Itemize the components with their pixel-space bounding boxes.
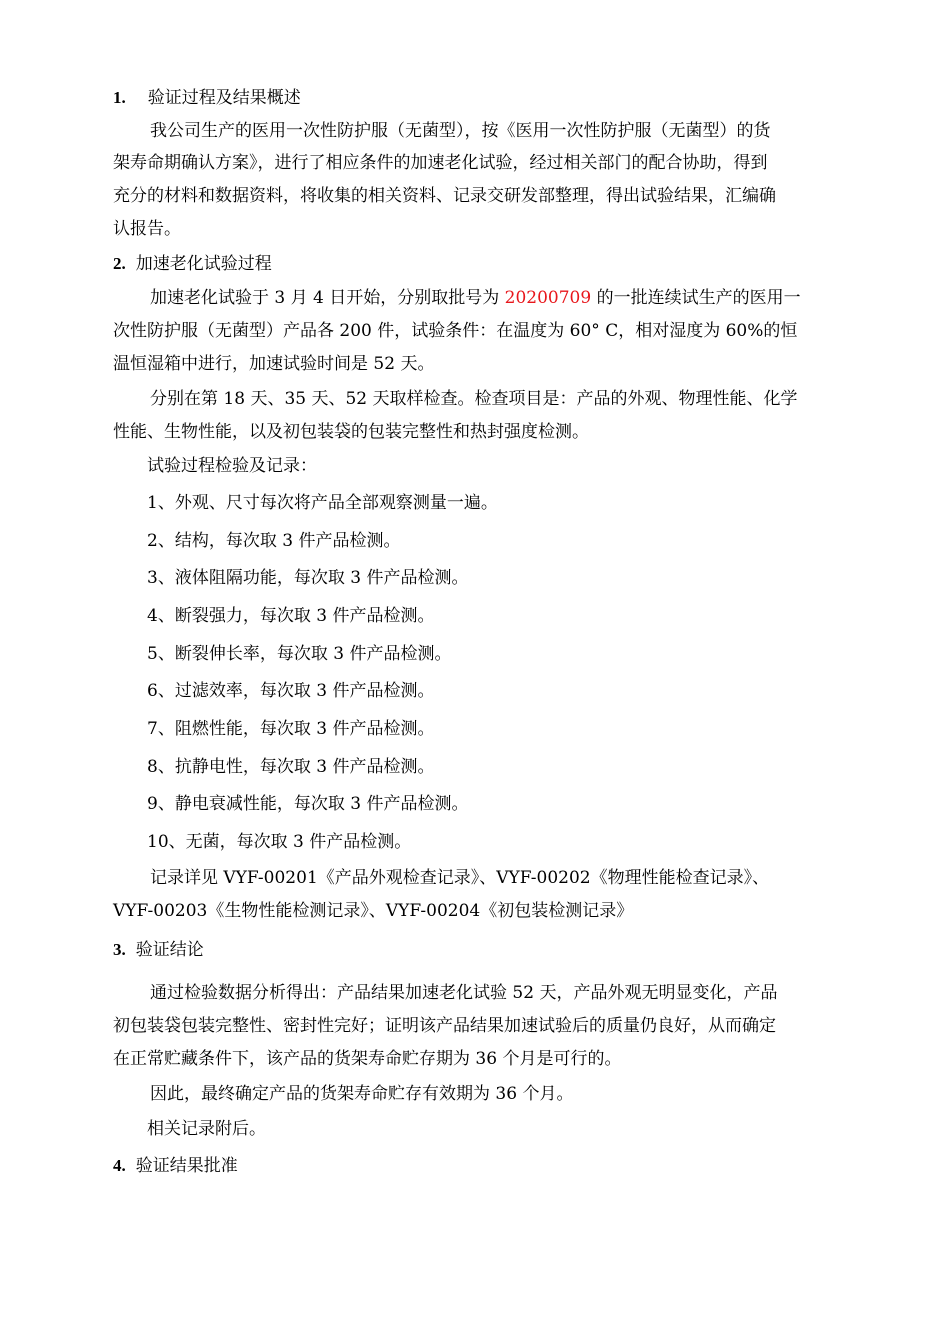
section-3-para-1-line-2: 初包装袋包装完整性、密封性完好；证明该产品结果加速试验后的质量仍良好，从而确定 bbox=[113, 1016, 776, 1036]
section-3-para-2: 因此，最终确定产品的货架寿命贮存有效期为 36 个月。 bbox=[150, 1084, 574, 1104]
list-item: 6、过滤效率，每次取 3 件产品检测。 bbox=[147, 681, 435, 701]
section-2-title: 加速老化试验过程 bbox=[135, 254, 272, 274]
section-1-line-4: 认报告。 bbox=[113, 219, 181, 239]
section-3-title: 验证结论 bbox=[135, 940, 204, 960]
section-1-heading bbox=[113, 86, 301, 110]
list-item: 5、断裂伸长率，每次取 3 件产品检测。 bbox=[147, 644, 452, 664]
section-1-title: 验证过程及结果概述 bbox=[147, 88, 301, 108]
list-item: 9、静电衰减性能，每次取 3 件产品检测。 bbox=[147, 794, 469, 814]
section-3-para-3: 相关记录附后。 bbox=[147, 1119, 266, 1139]
section-2-para-1-line-2: 次性防护服（无菌型）产品各 200 件，试验条件：在温度为 60° C，相对湿度为 60%的恒 bbox=[113, 321, 798, 341]
list-item: 2、结构，每次取 3 件产品检测。 bbox=[147, 531, 401, 551]
section-2-number: 2. bbox=[113, 254, 126, 273]
list-item: 10、无菌，每次取 3 件产品检测。 bbox=[147, 832, 412, 852]
records-title: 试验过程检验及记录： bbox=[147, 456, 317, 476]
section-2-para-1-line-3: 温恒湿箱中进行，加速试验时间是 52 天。 bbox=[113, 354, 435, 374]
section-1-line-2: 架寿命期确认方案》，进行了相应条件的加速老化试验，经过相关部门的配合协助，得到 bbox=[113, 153, 768, 173]
section-2-para-2-line-2: 性能、生物性能，以及初包装袋的包装完整性和热封强度检测。 bbox=[113, 422, 589, 442]
section-3-number: 3. bbox=[113, 940, 126, 959]
list-item: 8、抗静电性，每次取 3 件产品检测。 bbox=[147, 757, 435, 777]
section-3-para-1-line-1: 通过检验数据分析得出：产品结果加速老化试验 52 天，产品外观无明显变化，产品 bbox=[150, 983, 778, 1003]
list-item: 4、断裂强力，每次取 3 件产品检测。 bbox=[147, 606, 435, 626]
section-1-line-1: 我公司生产的医用一次性防护服（无菌型），按《医用一次性防护服（无菌型）的货 bbox=[150, 121, 771, 141]
list-item: 7、阻燃性能，每次取 3 件产品检测。 bbox=[147, 719, 435, 739]
list-item: 3、液体阻隔功能，每次取 3 件产品检测。 bbox=[147, 568, 469, 588]
section-3-heading bbox=[113, 938, 204, 962]
section-1-line-3: 充分的材料和数据资料，将收集的相关资料、记录交研发部整理，得出试验结果，汇编确 bbox=[113, 186, 776, 206]
section-2-heading bbox=[113, 252, 272, 276]
section-4-number: 4. bbox=[113, 1156, 126, 1175]
section-3-para-1-line-3: 在正常贮藏条件下，该产品的货架寿命贮存期为 36 个月是可行的。 bbox=[113, 1049, 622, 1069]
records-reference-line-1: 记录详见 VYF-00201《产品外观检查记录》、VYF-00202《物理性能检查记录》、 bbox=[150, 868, 770, 888]
list-item: 1、外观、尺寸每次将产品全部观察测量一遍。 bbox=[147, 493, 498, 513]
batch-number: 20200709 bbox=[504, 288, 592, 308]
text-segment: 加速老化试验于 3 月 4 日开始，分别取批号为 bbox=[150, 288, 505, 308]
section-1-number: 1. bbox=[113, 88, 126, 107]
section-2-para-2-line-1: 分别在第 18 天、35 天、52 天取样检查。检查项目是：产品的外观、物理性能、化学 bbox=[150, 389, 798, 409]
section-4-title: 验证结果批准 bbox=[135, 1156, 238, 1176]
text-segment: 的一批连续试生产的医用一 bbox=[591, 288, 801, 308]
section-2-para-1-line-1 bbox=[150, 286, 801, 310]
records-reference-line-2: VYF-00203《生物性能检测记录》、VYF-00204《初包装检测记录》 bbox=[113, 901, 634, 921]
section-4-heading bbox=[113, 1154, 238, 1178]
